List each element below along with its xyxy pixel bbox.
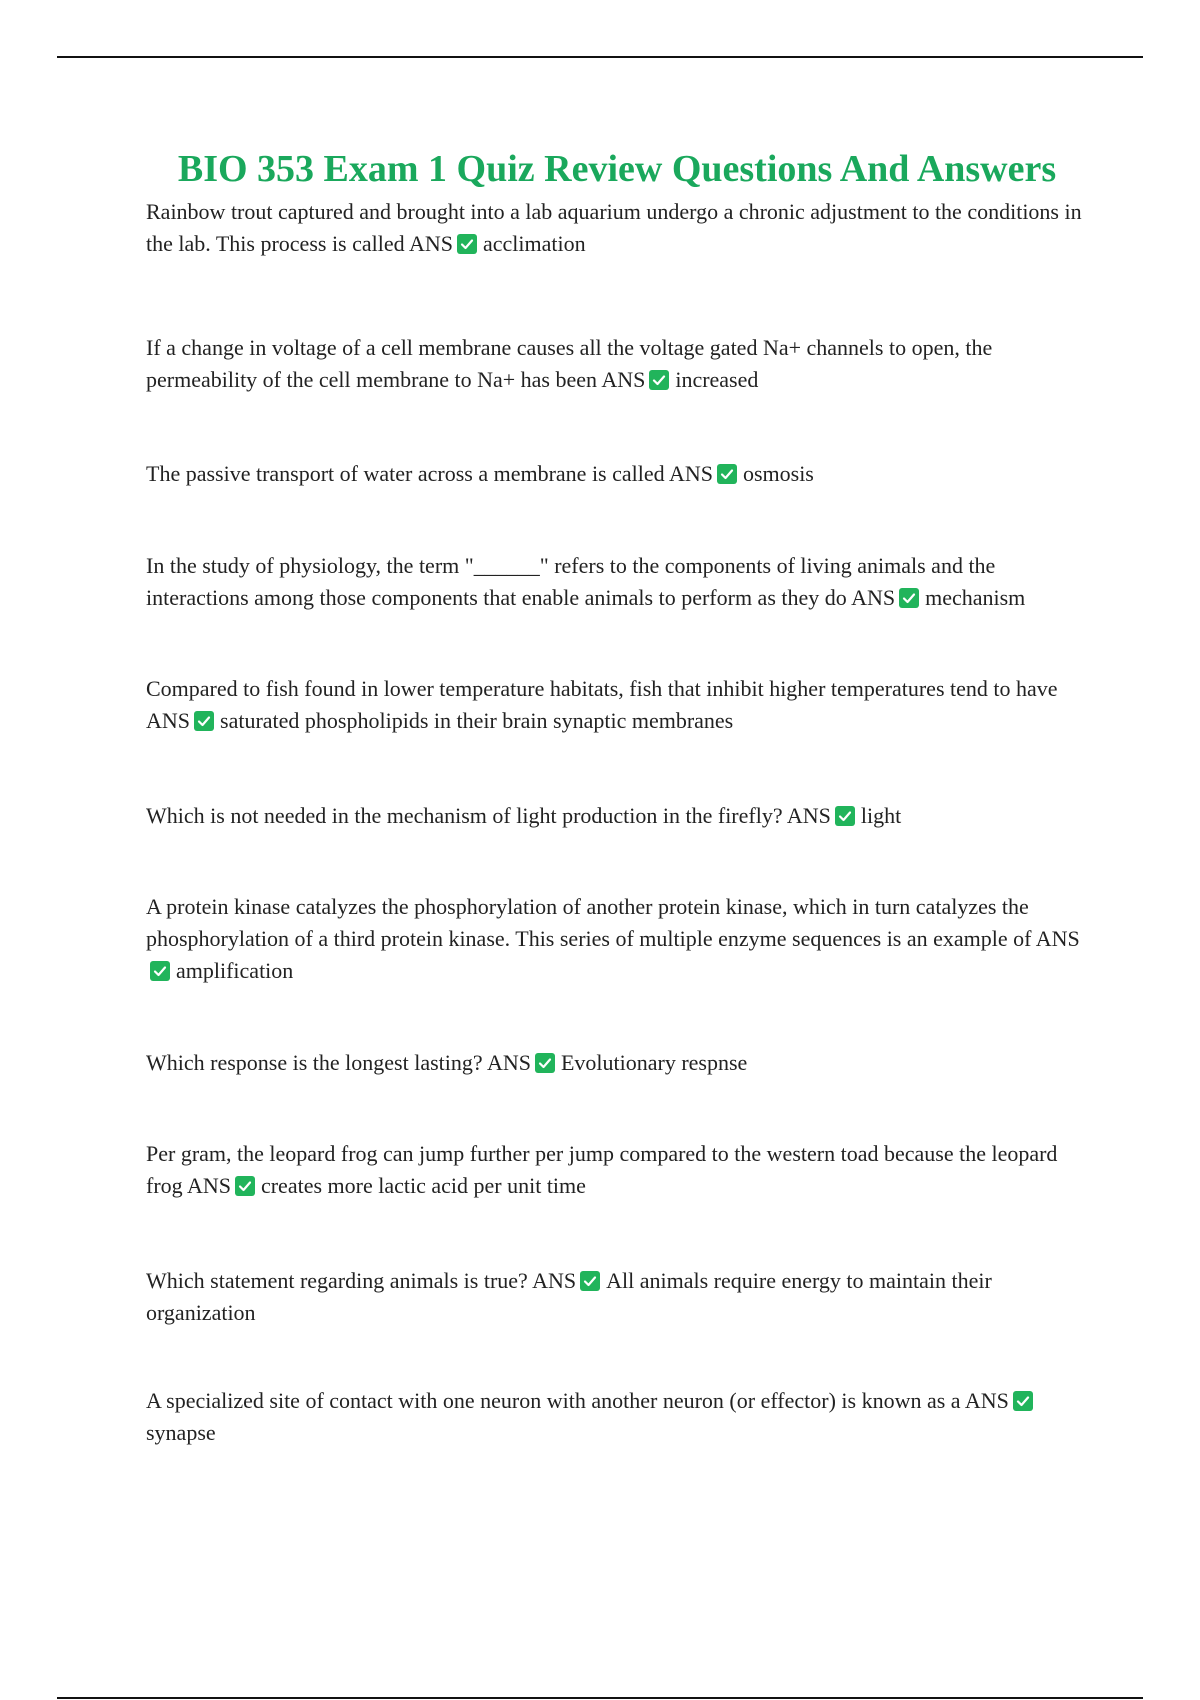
question-text: Which is not needed in the mechanism of light production in the firefly? bbox=[146, 803, 783, 828]
answer-text: mechanism bbox=[925, 585, 1026, 610]
answer-text: creates more lactic acid per unit time bbox=[260, 1173, 586, 1198]
checkmark-icon bbox=[535, 1053, 555, 1073]
qa-item-7 bbox=[146, 891, 1091, 987]
question-text: A specialized site of contact with one neuron with another neuron (or effector) is known as a bbox=[146, 1388, 961, 1413]
answer-text: saturated phospholipids in their brain synaptic membranes bbox=[220, 708, 734, 733]
answer-text: amplification bbox=[176, 958, 294, 983]
answer-text: Evolutionary respnse bbox=[560, 1050, 748, 1075]
question-text: Rainbow trout captured and brought into a lab aquarium undergo a chronic adjustment to the conditions in the lab. This process is called bbox=[146, 199, 1082, 256]
answer-marker: ANS bbox=[964, 1388, 1009, 1413]
qa-item-1 bbox=[146, 196, 1091, 260]
checkmark-icon bbox=[235, 1176, 255, 1196]
checkmark-icon bbox=[899, 588, 919, 608]
answer-text: increased bbox=[675, 367, 759, 392]
question-text: A protein kinase catalyzes the phosphorylation of another protein kinase, which in turn catalyzes the phosphorylation of a third protein kinase. This series of multiple enzyme sequences is an example of bbox=[146, 894, 1032, 951]
checkmark-icon bbox=[717, 464, 737, 484]
answer-marker: ANS bbox=[668, 461, 713, 486]
checkmark-icon bbox=[649, 370, 669, 390]
answer-marker: ANS bbox=[186, 1173, 231, 1198]
checkmark-icon bbox=[1013, 1391, 1033, 1411]
page-title: BIO 353 Exam 1 Quiz Review Questions And Answers bbox=[177, 148, 1057, 190]
qa-item-11 bbox=[146, 1385, 1091, 1449]
qa-item-9 bbox=[146, 1138, 1091, 1202]
qa-item-3 bbox=[146, 458, 1091, 490]
question-text: If a change in voltage of a cell membrane causes all the voltage gated Na+ channels to open, the permeability of the cell membrane to Na+ has been bbox=[146, 335, 993, 392]
checkmark-icon bbox=[194, 711, 214, 731]
qa-item-2 bbox=[146, 332, 1091, 396]
answer-text: synapse bbox=[146, 1420, 216, 1445]
qa-item-10 bbox=[146, 1265, 1091, 1329]
checkmark-icon bbox=[580, 1271, 600, 1291]
answer-text: osmosis bbox=[742, 461, 814, 486]
answer-marker: ANS bbox=[532, 1268, 577, 1293]
answer-marker: ANS bbox=[851, 585, 896, 610]
footer-rule bbox=[57, 1697, 1143, 1699]
answer-marker: ANS bbox=[146, 708, 191, 733]
answer-text: light bbox=[860, 803, 902, 828]
question-text: Compared to fish found in lower temperature habitats, fish that inhibit higher temperatures tend to have bbox=[146, 676, 1058, 701]
answer-text: acclimation bbox=[482, 231, 586, 256]
qa-item-6 bbox=[146, 800, 1091, 832]
question-text: The passive transport of water across a membrane is called bbox=[146, 461, 665, 486]
header-rule bbox=[57, 56, 1143, 58]
qa-item-4 bbox=[146, 550, 1091, 614]
answer-marker: ANS bbox=[786, 803, 831, 828]
checkmark-icon bbox=[457, 234, 477, 254]
qa-item-8 bbox=[146, 1047, 1091, 1079]
question-text: Which response is the longest lasting? bbox=[146, 1050, 483, 1075]
answer-marker: ANS bbox=[1035, 926, 1080, 951]
checkmark-icon bbox=[150, 961, 170, 981]
question-text: Per gram, the leopard frog can jump further per jump compared to the western toad because the leopard frog bbox=[146, 1141, 1058, 1198]
answer-marker: ANS bbox=[601, 367, 646, 392]
checkmark-icon bbox=[835, 806, 855, 826]
answer-marker: ANS bbox=[486, 1050, 531, 1075]
qa-item-5 bbox=[146, 673, 1091, 737]
question-text: In the study of physiology, the term "______" refers to the components of living animals and the interactions among those components that enable animals to perform as they do bbox=[146, 553, 996, 610]
question-text: Which statement regarding animals is true? bbox=[146, 1268, 528, 1293]
answer-text: All animals require energy to maintain their organization bbox=[146, 1268, 992, 1325]
answer-marker: ANS bbox=[408, 231, 453, 256]
